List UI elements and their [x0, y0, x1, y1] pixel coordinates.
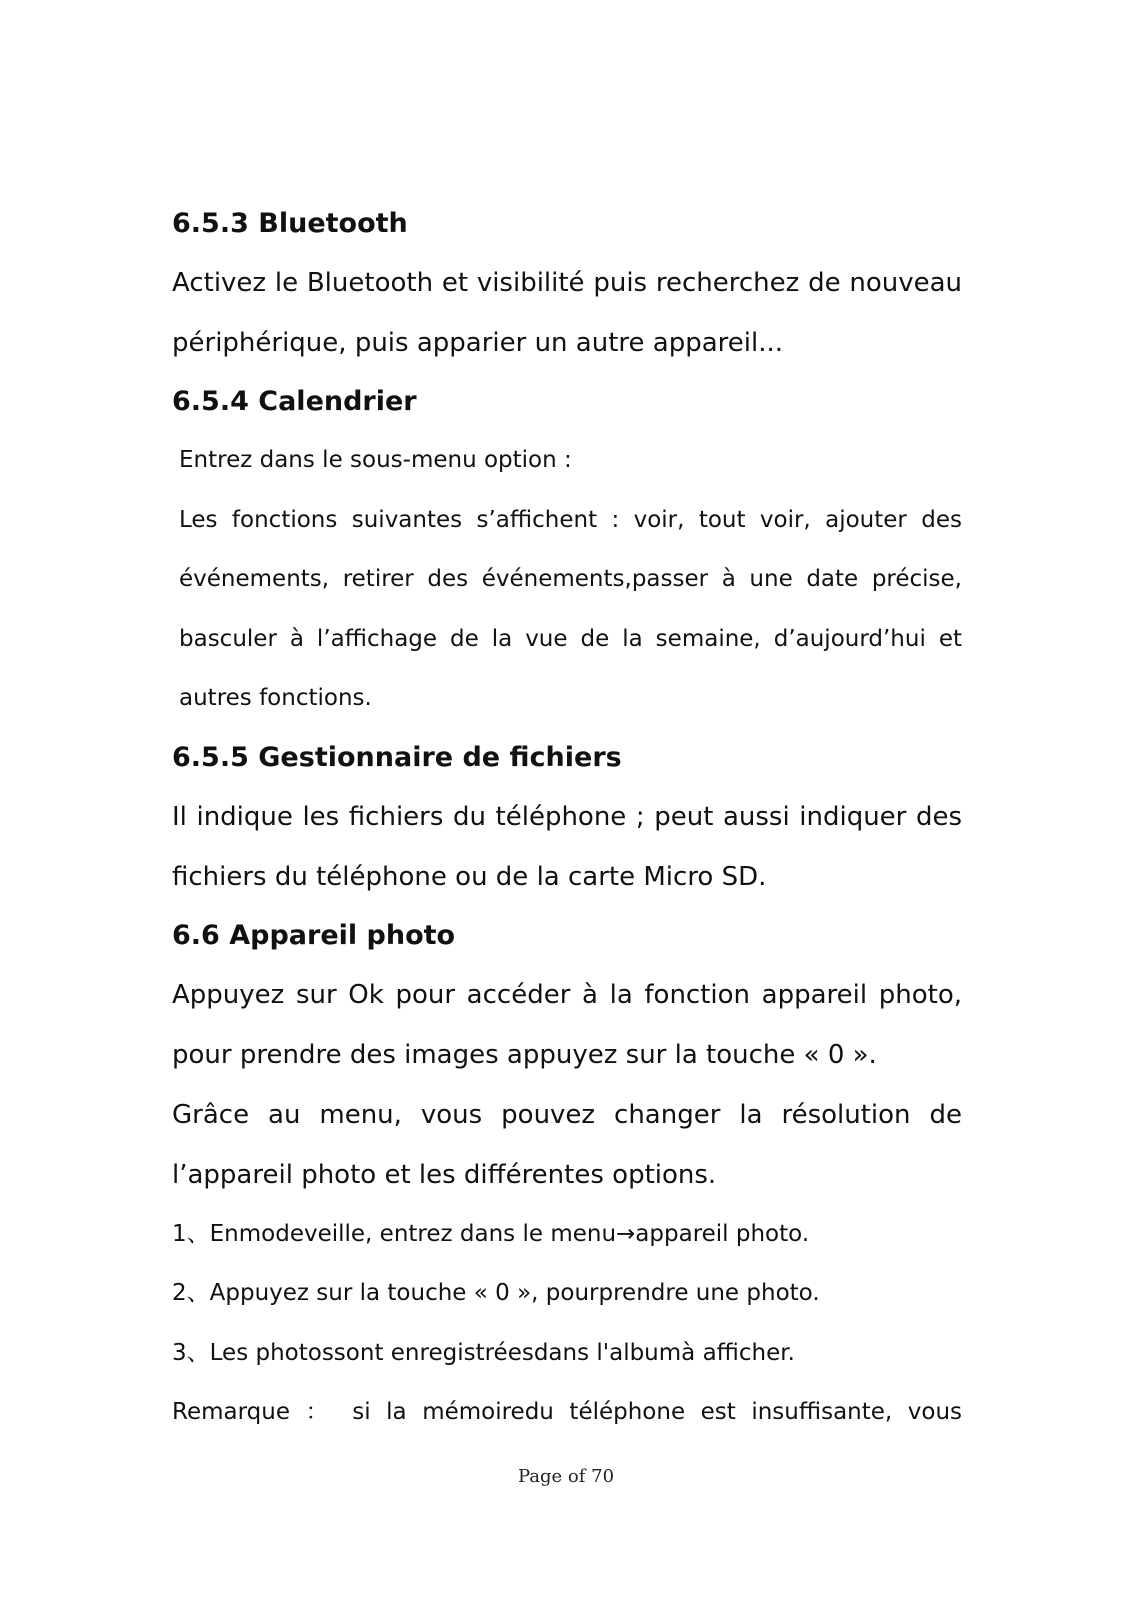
remark-paragraph: Remarque ： si la mémoiredu téléphone est insuffisante, vous — [172, 1399, 962, 1425]
list-item: 2、Appuyez sur la touche « 0 », pourprendre une photo. — [172, 1280, 820, 1306]
bluetooth-paragraph: Activez le Bluetooth et visibilité puis recherchez de nouveau périphérique, puis apparier un autre appareil... — [172, 268, 962, 358]
calendrier-intro: Entrez dans le sous-menu option : — [179, 447, 572, 473]
page-footer: Page of 70 — [517, 1466, 615, 1487]
appareil-photo-paragraph-2: Grâce au menu, vous pouvez changer la résolution de l’appareil photo et les différentes options. — [172, 1099, 962, 1190]
section-heading-bluetooth: 6.5.3 Bluetooth — [172, 208, 408, 239]
gestionnaire-paragraph: Il indique les fichiers du téléphone ; peut aussi indiquer des fichiers du téléphone ou de la carte Micro SD. — [172, 801, 962, 892]
list-item: 3、Les photossont enregistréesdans l'albumà afficher. — [172, 1339, 795, 1366]
list-item: 1、Enmodeveille, entrez dans le menu→appareil photo. — [172, 1220, 810, 1247]
appareil-photo-paragraph-1: Appuyez sur Ok pour accéder à la fonction appareil photo, pour prendre des images appuyez sur la touche « 0 ». — [172, 979, 962, 1070]
document-page — [172, 195, 962, 1443]
section-heading-gestionnaire: 6.5.5 Gestionnaire de fichiers — [172, 741, 622, 773]
section-heading-calendrier: 6.5.4 Calendrier — [172, 386, 417, 417]
calendrier-paragraph: Les fonctions suivantes s’affichent : voir, tout voir, ajouter des événements, retirer des événements,passer à une date précise, basculer à l’affichage de la vue de la semaine, d’aujourd’hui et autres fonctions. — [179, 506, 962, 711]
section-heading-appareil-photo: 6.6 Appareil photo — [172, 919, 456, 951]
